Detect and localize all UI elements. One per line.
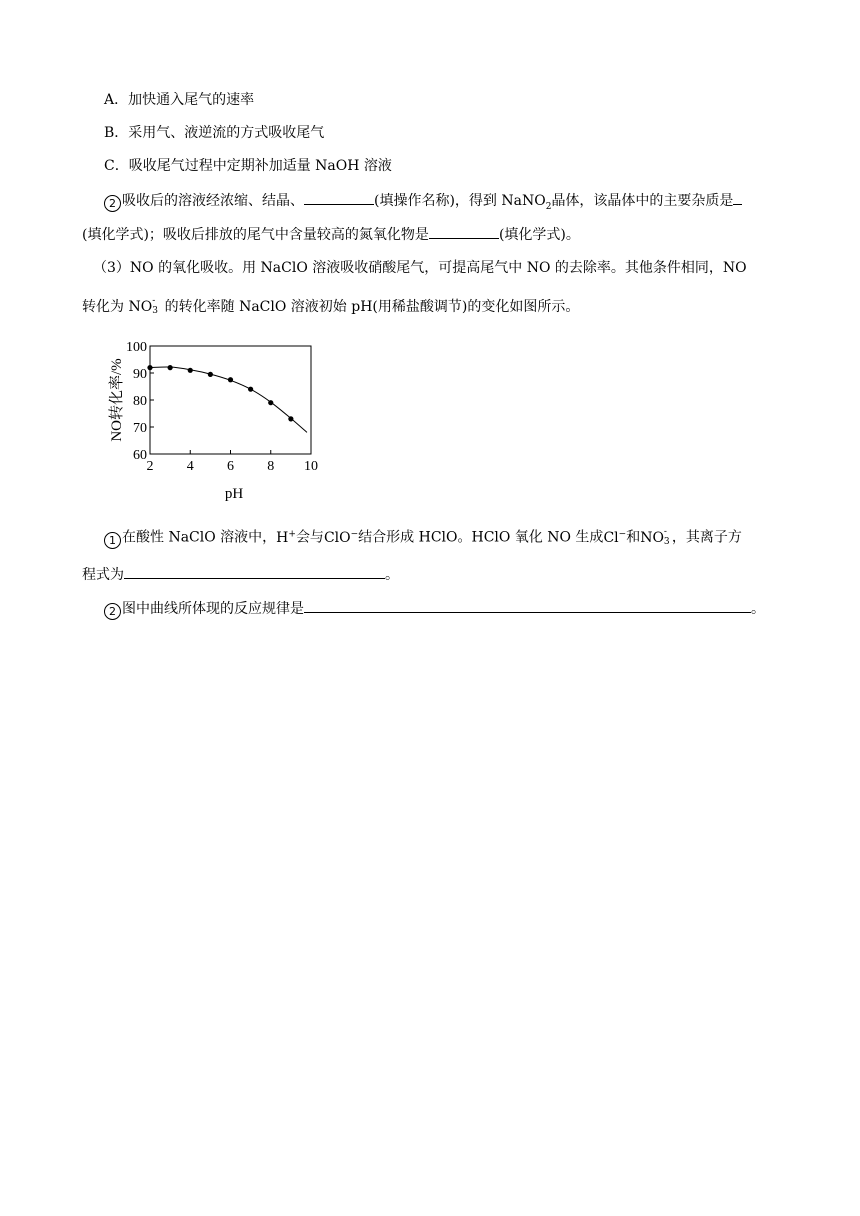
q3-2-text-a: 图中曲线所体现的反应规律是	[122, 601, 304, 617]
nitrate: NO - 3	[640, 526, 670, 547]
option-a: A．加快通入尾气的速率	[104, 92, 255, 108]
x-tick-label: 4	[186, 459, 194, 474]
question-3-line1: （3）NO 的氧化吸收。用 NaClO 溶液吸收硝酸尾气，可提高尾气中 NO 的去除率。其他条件相同，NO	[93, 260, 747, 276]
data-point	[188, 368, 193, 373]
y-tick-label: 60	[133, 448, 147, 463]
y-tick-label: 90	[133, 367, 147, 382]
data-point	[147, 365, 152, 370]
answer-blank-reaction-rule[interactable]	[304, 598, 751, 613]
conversion-rate-chart	[104, 336, 324, 506]
q3-1-text-e: ，其离子方	[671, 529, 742, 546]
circle-marker: 1	[104, 532, 121, 549]
data-point	[288, 416, 293, 421]
data-point	[268, 400, 273, 405]
q3-1-text-d: 和	[626, 529, 641, 546]
x-tick-label: 10	[304, 459, 318, 474]
option-c: C．吸收尾气过程中定期补加适量 NaOH 溶液	[104, 158, 392, 174]
plot-frame	[150, 346, 311, 454]
option-b: B．采用气、液逆流的方式吸收尾气	[104, 125, 325, 141]
q2-2-text-5: (填化学式)。	[498, 227, 580, 243]
data-point	[248, 387, 253, 392]
data-points	[147, 365, 293, 422]
q3-text-a: 转化为 NO	[82, 299, 153, 315]
x-tick-label: 6	[227, 459, 234, 474]
q2-2-text-4: (填化学式)；吸收后排放的尾气中含量较高的氮氧化物是	[82, 227, 429, 243]
x-axis-label: pH	[224, 486, 244, 502]
question-2-2-line1	[104, 190, 742, 217]
question-3-line2	[82, 297, 579, 317]
question-3-2-line	[104, 598, 765, 620]
nitrate-charge: - 3	[152, 296, 158, 316]
data-point	[168, 365, 173, 370]
q3-1-text-line2a: 程式为	[82, 567, 124, 583]
data-point	[228, 377, 233, 382]
data-point	[208, 372, 213, 377]
question-3-1-line2	[82, 564, 399, 585]
q3-1-text-line2b: 。	[385, 567, 399, 583]
answer-blank-nox[interactable]	[429, 224, 499, 239]
y-tick-label: 80	[133, 394, 147, 409]
chloride: Cl−	[603, 529, 627, 546]
proton: H+	[276, 529, 296, 546]
y-axis-label: NO转化率/%	[109, 358, 125, 442]
question-3-1-line1	[104, 524, 742, 549]
q3-1-text-b: 会与	[295, 529, 324, 546]
y-tick-label: 70	[133, 421, 147, 436]
q3-2-text-b: 。	[751, 601, 765, 617]
hypochlorite: ClO−	[323, 529, 359, 546]
x-tick-label: 8	[267, 459, 275, 474]
x-tick-label: 2	[146, 459, 154, 474]
answer-blank-ionic-equation[interactable]	[124, 564, 385, 579]
q2-2-text-2: (填操作名称)，得到 NaNO	[374, 193, 546, 209]
circle-marker: 2	[104, 195, 121, 212]
q2-2-text-1: 吸收后的溶液经浓缩、结晶、	[122, 193, 304, 209]
answer-blank-impurity[interactable]	[733, 190, 742, 205]
y-tick-label: 100	[126, 340, 147, 355]
q2-2-text-3: 晶体，该晶体中的主要杂质是	[551, 193, 734, 209]
q2-2-sub: 2	[545, 201, 552, 212]
answer-blank-operation[interactable]	[304, 190, 374, 205]
q3-1-text-a: 在酸性 NaClO 溶液中，	[122, 529, 277, 546]
q3-1-text-c: 结合形成 HClO。HClO 氧化 NO 生成	[358, 529, 604, 546]
question-2-2-line2	[82, 224, 580, 245]
q3-text-b: 的转化率随 NaClO 溶液初始 pH(用稀盐酸调节)的变化如图所示。	[160, 299, 580, 315]
series-curve	[150, 367, 307, 432]
circle-marker: 2	[104, 603, 121, 620]
